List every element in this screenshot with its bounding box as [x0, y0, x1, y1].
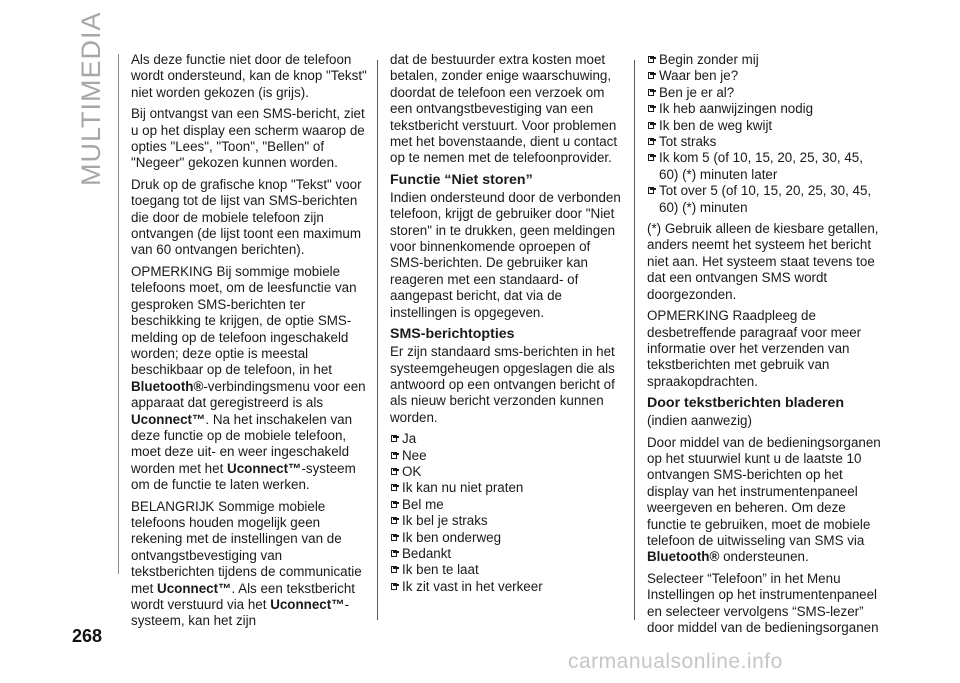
- checkbox-icon: [391, 517, 397, 524]
- uconnect-term: Uconnect™: [227, 460, 302, 476]
- section-heading: Functie “Niet storen”: [390, 171, 533, 188]
- column-divider: [377, 60, 378, 620]
- checkbox-icon: [648, 154, 654, 161]
- text-column-3: [647, 52, 883, 641]
- uconnect-term: Uconnect™: [131, 411, 206, 427]
- list-item: Ik kan nu niet praten: [390, 480, 624, 496]
- paragraph: OPMERKING Raadpleeg de desbetreffende paragraaf voor meer informatie over het verzenden van tekstberichten met gebruik van spraakopdrachten.: [647, 308, 862, 389]
- list-item: Ik ben te laat: [390, 562, 624, 578]
- text-column-1: [131, 52, 367, 635]
- section-heading: SMS-berichtopties: [390, 326, 515, 343]
- paragraph: Als deze functie niet door de telefoon wordt ondersteund, kan de knop "Tekst" niet worden gekozen (is grijs).: [131, 52, 367, 100]
- paragraph: (*) Gebruik alleen de kiesbare getallen, anders neemt het systeem het bericht niet aan. Het systeem staat tevens toe dat een ontvangen SMS wordt doorgezonden.: [647, 221, 879, 302]
- side-divider: [118, 54, 119, 574]
- list-item: Ik heb aanwijzingen nodig: [647, 101, 883, 117]
- page-number: 268: [72, 626, 103, 646]
- list-item: Tot over 5 (of 10, 15, 20, 25, 30, 45, 60) (*) minuten: [647, 183, 883, 216]
- list-item: Ik zit vast in het verkeer: [390, 579, 624, 595]
- checkbox-icon: [648, 105, 654, 112]
- list-item: Nee: [390, 448, 624, 464]
- list-item: Ja: [390, 431, 624, 447]
- checkbox-icon: [648, 89, 654, 96]
- paragraph: dat de bestuurder extra kosten moet betalen, zonder enige waarschuwing, doordat de telefoon een verzoek om een ontvangstbevestiging van een tekstbericht verstuurt. Voor problemen met het bovenstaande, dient u contact op te nemen met de telefoonprovider.: [390, 52, 618, 166]
- checkbox-icon: [648, 122, 654, 129]
- list-item: Waar ben je?: [647, 68, 883, 84]
- checkbox-icon: [391, 484, 397, 491]
- section-side-label: MULTIMEDIA: [76, 11, 106, 186]
- paragraph: BELANGRIJK Sommige mobiele telefoons houden mogelijk geen rekening met de instellingen van de ontvangstbevestiging van tekstberichten tijdens de communicatie met Uconnect™. Als een tekstbericht wordt verstuurd via het Uconnect™-systeem, kan het zijn: [131, 498, 362, 629]
- checkbox-icon: [391, 468, 397, 475]
- checkbox-icon: [391, 452, 397, 459]
- sms-options-list: [647, 52, 883, 216]
- checkbox-icon: [391, 435, 397, 442]
- watermark: carmanualsonline.info: [568, 650, 783, 673]
- uconnect-term: Uconnect™: [157, 580, 232, 596]
- section-heading: Door tekstberichten bladeren: [647, 395, 845, 412]
- checkbox-icon: [648, 187, 654, 194]
- column-divider: [634, 60, 635, 620]
- uconnect-term: Uconnect™: [270, 597, 345, 612]
- list-item: Ik ben de weg kwijt: [647, 118, 883, 134]
- list-item: Ik ben onderweg: [390, 530, 624, 546]
- bluetooth-term: Bluetooth®: [647, 549, 720, 565]
- paragraph: Selecteer “Telefoon” in het Menu Instellingen op het instrumentenpaneel en selecteer vervolgens “SMS-lezer” door middel van de bedieningsorganen: [647, 570, 879, 635]
- heading-subtitle: (indien aanwezig): [647, 413, 752, 429]
- paragraph: Druk op de grafische knop "Tekst" voor toegang tot de lijst van SMS-berichten die door de mobiele telefoon zijn ontvangen (de lijst toont een maximum van 60 ontvangen berichten).: [131, 176, 362, 258]
- paragraph: OPMERKING Bij sommige mobiele telefoons moet, om de leesfunctie van gesproken SMS-berichten ter beschikking te krijgen, de optie SMS-melding op de telefoon ingeschakeld worden; deze optie is meestal beschikbaar op de telefoon, in het Bluetooth®-verbindingsmenu voor een apparaat dat geregistreerd is als Uconnect™. Na het inschakelen van deze functie op de mobiele telefoon, moet deze uit- en weer ingeschakeld worden met het Uconnect™-systeem om de functie te laten werken.: [131, 263, 366, 493]
- sms-options-list: [390, 431, 624, 595]
- text-column-2: [390, 52, 624, 600]
- list-item: Ik bel je straks: [390, 513, 624, 529]
- paragraph: Indien ondersteund door de verbonden telefoon, krijgt de gebruiker door "Niet storen" in te drukken, geen meldingen voor binnenkomende oproepen of SMS-berichten. De gebruiker kan reageren met een standaard- of aangepast bericht, dat via de instellingen is opgegeven.: [390, 189, 621, 320]
- checkbox-icon: [391, 583, 397, 590]
- checkbox-icon: [391, 501, 397, 508]
- checkbox-icon: [648, 56, 654, 63]
- list-item: Bedankt: [390, 546, 624, 562]
- checkbox-icon: [391, 534, 397, 541]
- checkbox-icon: [391, 550, 397, 557]
- checkbox-icon: [648, 72, 654, 79]
- bluetooth-term: Bluetooth®: [131, 378, 204, 394]
- paragraph: Bij ontvangst van een SMS-bericht, ziet u op het display een scherm waarop de opties "Lees", "Toon", "Bellen" of "Negeer" gekozen kunnen worden.: [131, 106, 365, 171]
- list-item: Bel me: [390, 497, 624, 513]
- list-item: OK: [390, 464, 624, 480]
- checkbox-icon: [648, 138, 654, 145]
- list-item: Begin zonder mij: [647, 52, 883, 68]
- paragraph: Door middel van de bedieningsorganen op het stuurwiel kunt u de laatste 10 ontvangen SMS-berichten op het display van het instrumentenpaneel weergeven en beheren. Om deze functie te gebruiken, moet de mobiele telefoon de uitwisseling van SMS via Bluetooth® ondersteunen.: [647, 434, 881, 565]
- list-item: Ben je er al?: [647, 85, 883, 101]
- list-item: Tot straks: [647, 134, 883, 150]
- paragraph: Er zijn standaard sms-berichten in het systeemgeheugen opgeslagen die als antwoord op een ontvangen bericht of als nieuw bericht verzonden kunnen worden.: [390, 344, 615, 425]
- checkbox-icon: [391, 566, 397, 573]
- list-item: Ik kom 5 (of 10, 15, 20, 25, 30, 45, 60) (*) minuten later: [647, 150, 883, 183]
